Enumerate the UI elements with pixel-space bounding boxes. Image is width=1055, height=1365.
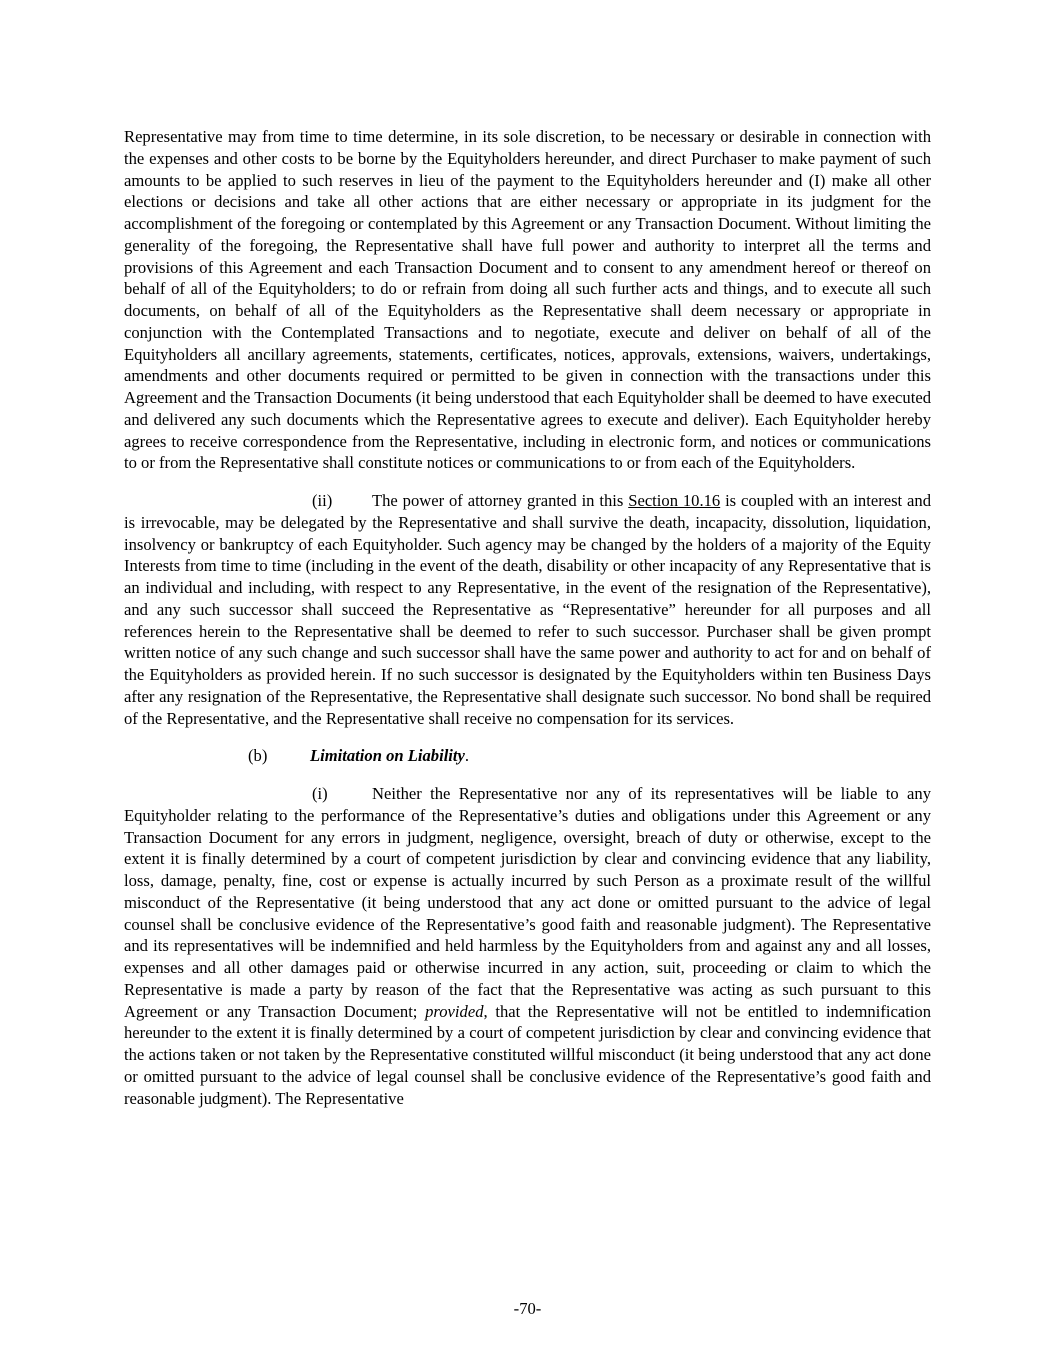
heading-b-number: (b) (248, 746, 268, 766)
paragraph-ii-text-start: The power of attorney granted in this (372, 491, 629, 510)
paragraph-ii-text-end: is coupled with an interest and is irrevocable, may be delegated by the Representative and shall survive the death, incapacity, dissolution, liquidation, insolvency or bankruptcy of each Equityholder. Such agency may be changed by the holders of a majority of the Equity Interests from time to time (including in the event of the death, disability or other incapacity of any Representative that is an individual and including, with respect to any Representative, in the event of the resignation of the Representative), and any such successor shall succeed the Representative as “Representative” hereunder for all purposes and all references herein to the Representative shall be deemed to refer to such successor. Purchaser shall be given prompt written notice of any such change and such successor shall have the same power and authority to act for and on behalf of the Equityholders as provided herein. If no such successor is designated by the Equityholders within ten Business Days after any resignation of the Representative, the Representative shall designate such successor. No bond shall be required of the Representative, and the Representative shall receive no compensation for its services. (124, 491, 931, 728)
heading-b (124, 745, 931, 767)
heading-b-title: Limitation on Liability (310, 746, 465, 766)
paragraph-i-text-end: , that the Representative will not be entitled to indemnification hereunder to the extent it is finally determined by a court of competent jurisdiction by clear and convincing evidence that the actions taken or not taken by the Representative constituted willful misconduct (it being understood that any act done or omitted pursuant to the advice of legal counsel shall be conclusive evidence of the Representative’s good faith and reasonable judgment). The Representative (124, 1001, 932, 1108)
paragraph-i-number: (i) (312, 784, 328, 803)
paragraph-i-text-start: Neither the Representative nor any of its representatives will be liable to any Equityholder relating to the performance of the Representative’s duties and obligations under this Agreement or any Transaction Document for any errors in judgment, negligence, oversight, breach of duty or otherwise, except to the extent it is finally determined by a court of competent jurisdiction by clear and convincing evidence that any liability, loss, damage, penalty, fine, cost or expense is actually incurred by such Person as a proximate result of the willful misconduct of the Representative (it being understood that any act done or omitted pursuant to the advice of legal counsel shall be conclusive evidence of the Representative’s good faith and reasonable judgment). The Representative and its representatives will be indemnified and held harmless by the Equityholders from and against any and all losses, expenses and all other damages paid or otherwise incurred in any action, suit, proceeding or claim to which the Representative is made a party by reason of the fact that the Representative was acting as such pursuant to this Agreement or any Transaction Document; (124, 784, 931, 1021)
page-number: -70- (513, 1299, 542, 1318)
paragraph-i (124, 783, 931, 1109)
paragraph-continuation (124, 126, 931, 474)
document-body (124, 126, 931, 1109)
heading-b-punct: . (464, 746, 470, 766)
section-reference-link: Section 10.16 (628, 491, 721, 510)
provided-term: provided (425, 1001, 484, 1021)
paragraph-continuation-text: Representative may from time to time determine, in its sole discretion, to be necessary or desirable in connection with the expenses and other costs to be borne by the Equityholders hereunder, and direct Purchaser to make payment of such amounts to be applied to such reserves in lieu of the payment to the Equityholders hereunder and (I) make all other elections or decisions and take all other actions that are either necessary or appropriate in its judgment for the accomplishment of the foregoing or contemplated by this Agreement or any Transaction Document. Without limiting the generality of the foregoing, the Representative shall have full power and authority to interpret all the terms and provisions of this Agreement and each Transaction Document and to consent to any amendment hereof or thereof on behalf of all of the Equityholders; to do or refrain from doing all such further acts and things, and to execute all such documents, on behalf of all of the Equityholders as the Representative shall deem necessary or appropriate in conjunction with the Contemplated Transactions and to negotiate, execute and deliver on behalf of all of the Equityholders all ancillary agreements, statements, certificates, notices, approvals, extensions, waivers, undertakings, amendments and other documents required or permitted to be given in connection with the transactions under this Agreement and the Transaction Documents (it being understood that each Equityholder shall be deemed to have executed and delivered any such documents which the Representative agrees to execute and deliver). Each Equityholder hereby agrees to receive correspondence from the Representative, including in electronic form, and notices or communications to or from the Representative shall constitute notices or communications to or from each of the Equityholders. (124, 127, 931, 473)
paragraph-ii-number: (ii) (312, 491, 333, 510)
paragraph-ii (124, 490, 931, 729)
